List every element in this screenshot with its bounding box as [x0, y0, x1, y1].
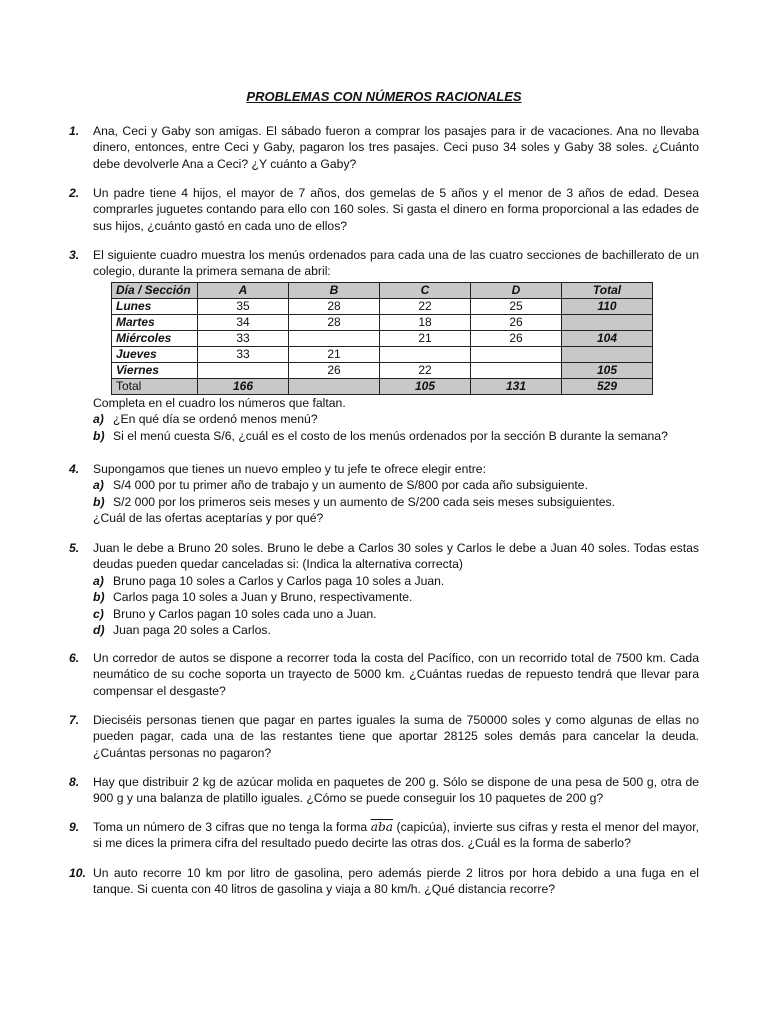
problem-instruction: Completa en el cuadro los números que faltan.: [93, 395, 346, 410]
problem-text: Un corredor de autos se dispone a recorrer toda la costa del Pacífico, con un recorrido total de 7500 km. Cada neumático de su coche soporta un trayecto de 5000 km. ¿Cuántas ruedas de repuesto tendrá que llevar para compensar el desgaste?: [93, 651, 699, 698]
option-letter: b): [93, 590, 105, 605]
problem-number: 3.: [69, 248, 80, 262]
problem-number: 1.: [69, 124, 80, 138]
table-cell: 26: [289, 362, 380, 378]
table-cell: 26: [471, 314, 562, 330]
table-cell: 26: [471, 330, 562, 346]
table-cell-day: Miércoles: [112, 330, 198, 346]
table-cell: 33: [198, 346, 289, 362]
table-cell: 34: [198, 314, 289, 330]
table-cell-day: Total: [112, 378, 198, 394]
table-cell-day: Viernes: [112, 362, 198, 378]
problem-text: El siguiente cuadro muestra los menús ordenados para cada una de las cuatro secciones de bachillerato de un colegio, durante la primera semana de abril:: [93, 248, 699, 279]
option-text: Bruno paga 10 soles a Carlos y Carlos paga 10 soles a Juan.: [113, 573, 445, 588]
menu-table-wrap: [93, 282, 699, 395]
problem-text-part: Toma un número de 3 cifras que no tenga la forma: [93, 820, 371, 834]
problem-number: 5.: [69, 541, 80, 555]
table-cell-total: 529: [562, 378, 653, 394]
table-header-cell: A: [198, 282, 289, 298]
problem-number: 7.: [69, 713, 80, 727]
problem-number: 2.: [69, 186, 80, 200]
table-header-cell: D: [471, 282, 562, 298]
option-b: [93, 494, 699, 510]
table-cell: [289, 330, 380, 346]
option-letter: a): [93, 573, 104, 588]
option-b: [93, 428, 699, 444]
option-text: Si el menú cuesta S/6, ¿cuál es el costo de los menús ordenados por la sección B durante la semana?: [113, 428, 668, 443]
table-cell-total: [562, 314, 653, 330]
table-header-cell: C: [380, 282, 471, 298]
table-row: [112, 314, 653, 330]
problem-text: Un auto recorre 10 km por litro de gasolina, pero además pierde 2 litros por hora debido a una fuga en el tanque. Si cuenta con 40 litros de gasolina y viaja a 80 km/h. ¿Qué distancia recorre?: [93, 866, 699, 897]
table-row: [112, 362, 653, 378]
problem-8: [69, 774, 699, 807]
problem-number: 9.: [69, 820, 80, 834]
table-cell: [380, 346, 471, 362]
problem-7: [69, 712, 699, 761]
table-row: [112, 330, 653, 346]
option-text: Juan paga 20 soles a Carlos.: [113, 623, 271, 638]
table-cell: 22: [380, 298, 471, 314]
problem-text: Ana, Ceci y Gaby son amigas. El sábado fueron a comprar los pasajes para ir de vacaciones. Ana no llevaba dinero, entonces, entre Ceci y Gaby, pagaron los tres pasajes. Ceci puso 34 soles y Gaby 38 soles. ¿Cuánto debe devolverle Ana a Ceci? ¿Y cuánto a Gaby?: [93, 124, 699, 171]
option-b: [93, 589, 699, 605]
option-text: S/4 000 por tu primer año de trabajo y un aumento de S/800 por cada año subsiguiente.: [113, 478, 588, 493]
problem-text: Juan le debe a Bruno 20 soles. Bruno le debe a Carlos 30 soles y Carlos le debe a Juan 40 soles. Todas estas deudas pueden quedar canceladas si: (Indica la alternativa correcta): [93, 541, 699, 572]
option-letter: b): [93, 428, 105, 443]
problem-question: ¿Cuál de las ofertas aceptarías y por qué?: [93, 511, 324, 526]
table-cell: 18: [380, 314, 471, 330]
option-a: [93, 477, 699, 493]
problem-2: [69, 185, 699, 234]
document-title: PROBLEMAS CON NÚMEROS RACIONALES: [246, 89, 522, 104]
problem-text: [93, 819, 699, 852]
table-header-cell: Total: [562, 282, 653, 298]
table-total-row: [112, 378, 653, 394]
table-cell: [471, 346, 562, 362]
table-header-cell: B: [289, 282, 380, 298]
table-cell: 166: [198, 378, 289, 394]
problem-text: Hay que distribuir 2 kg de azúcar molida en paquetes de 200 g. Sólo se dispone de una pesa de 500 g, otra de 900 g y una balanza de platillo iguales. ¿Cómo se puede conseguir los 10 paquetes de 200 g?: [93, 775, 699, 806]
table-cell: 35: [198, 298, 289, 314]
option-text: Carlos paga 10 soles a Juan y Bruno, respectivamente.: [113, 590, 413, 605]
option-a: [93, 411, 699, 427]
table-cell: 22: [380, 362, 471, 378]
table-cell: [198, 362, 289, 378]
table-cell: [471, 362, 562, 378]
table-cell-total: 104: [562, 330, 653, 346]
problem-number: 10.: [69, 866, 86, 880]
table-cell: 105: [380, 378, 471, 394]
problem-text: Un padre tiene 4 hijos, el mayor de 7 años, dos gemelas de 5 años y el menor de 3 años de edad. Desea comprarles juguetes contando para ello con 160 soles. Si gasta el dinero en forma proporcional a las edades de sus hijos, ¿cuánto gastó en cada uno de ellos?: [93, 186, 699, 233]
table-cell: 21: [380, 330, 471, 346]
option-letter: a): [93, 412, 104, 427]
table-cell: 25: [471, 298, 562, 314]
table-cell: 21: [289, 346, 380, 362]
option-letter: a): [93, 478, 104, 493]
option-text: S/2 000 por los primeros seis meses y un aumento de S/200 cada seis meses subsiguientes.: [113, 494, 615, 509]
problem-3: [69, 247, 699, 444]
table-cell-day: Martes: [112, 314, 198, 330]
table-cell-total: 110: [562, 298, 653, 314]
problem-text-part: (capicúa), invierte sus cifras y resta el menor del mayor, si me dices la primera cifra del resultado puedo decirte las otras dos. ¿Cuál es la forma de saberlo?: [93, 820, 699, 851]
table-cell: 28: [289, 314, 380, 330]
problem-9: [69, 819, 699, 852]
option-letter: d): [93, 623, 105, 638]
option-letter: c): [93, 606, 104, 621]
table-row: [112, 298, 653, 314]
option-a: [93, 573, 699, 589]
option-text: Bruno y Carlos pagan 10 soles cada uno a Juan.: [113, 606, 377, 621]
table-cell: 28: [289, 298, 380, 314]
table-cell: 33: [198, 330, 289, 346]
table-cell: 131: [471, 378, 562, 394]
table-cell-day: Jueves: [112, 346, 198, 362]
problem-number: 4.: [69, 462, 80, 476]
option-letter: b): [93, 494, 105, 509]
problem-number: 8.: [69, 775, 80, 789]
table-cell: [289, 378, 380, 394]
option-d: [93, 622, 699, 638]
aba-notation: $\overline{aba}$: [370, 820, 394, 834]
problem-1: [69, 123, 699, 172]
table-cell-total: [562, 346, 653, 362]
problem-number: 6.: [69, 651, 80, 665]
table-header-row: [112, 282, 653, 298]
table-header-cell: Día / Sección: [112, 282, 198, 298]
problem-text: Supongamos que tienes un nuevo empleo y tu jefe te ofrece elegir entre:: [93, 462, 486, 476]
problem-6: [69, 650, 699, 699]
option-text: ¿En qué día se ordenó menos menú?: [113, 412, 318, 427]
table-cell-day: Lunes: [112, 298, 198, 314]
problem-10: [69, 865, 699, 898]
table-cell-total: 105: [562, 362, 653, 378]
table-row: [112, 346, 653, 362]
option-c: [93, 606, 699, 622]
problem-4: [69, 461, 699, 527]
problem-text: Dieciséis personas tienen que pagar en partes iguales la suma de 750000 soles y como algunas de ellas no pueden pagar, cada una de las restantes tiene que aportar 28125 soles demás para cancelar la deuda. ¿Cuántas personas no pagaron?: [93, 713, 699, 760]
problem-5: [69, 540, 699, 638]
menu-table: [111, 282, 653, 395]
